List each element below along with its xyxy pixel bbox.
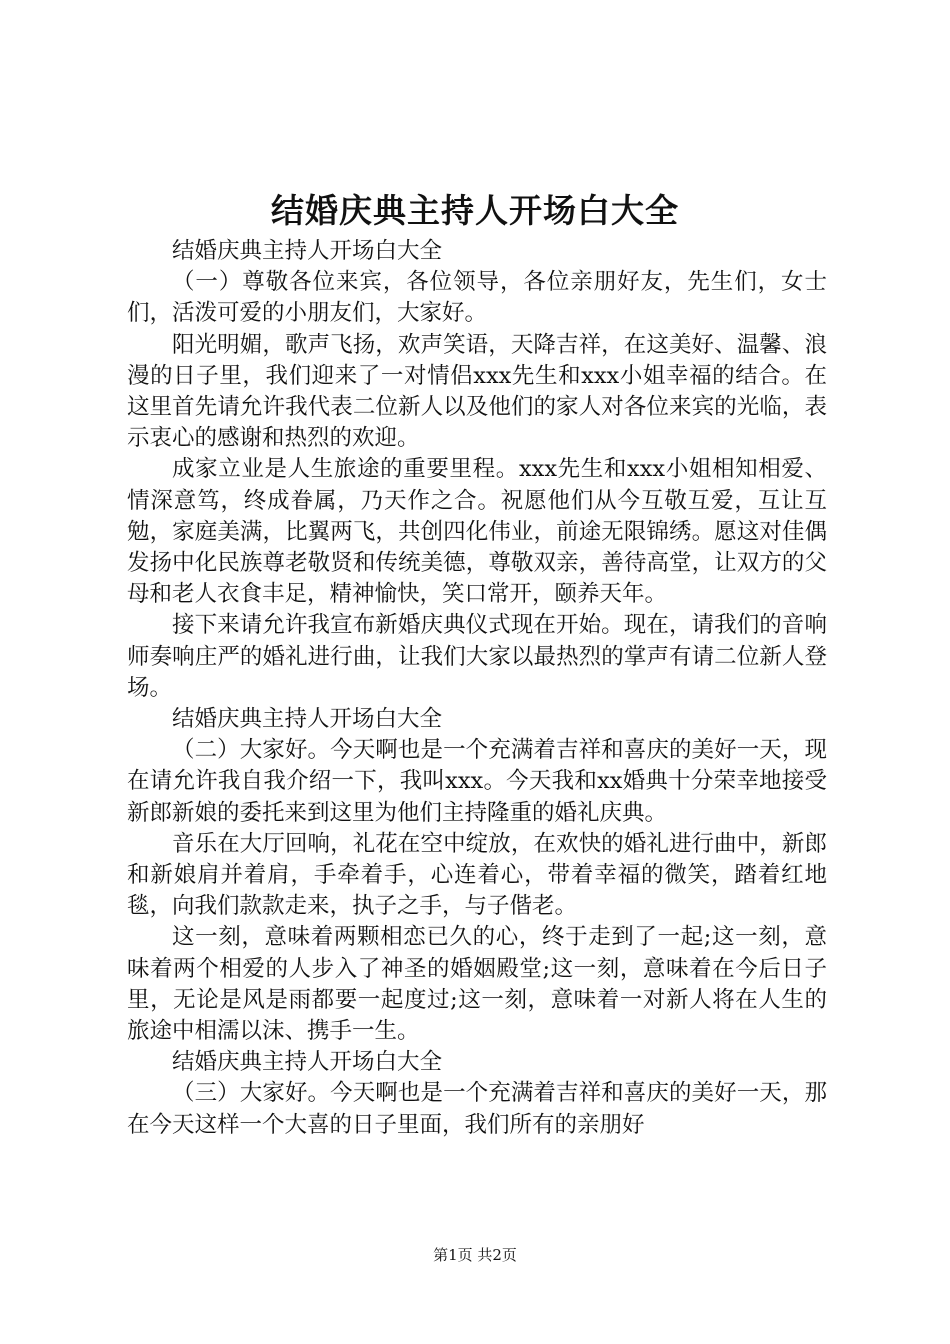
paragraph: 接下来请允许我宣布新婚庆典仪式现在开始。现在，请我们的音响师奏响庄严的婚礼进行曲，让我们大家以最热烈的掌声有请二位新人登场。 xyxy=(127,612,827,701)
paragraph: 结婚庆典主持人开场白大全 xyxy=(172,238,443,264)
paragraph: 这一刻，意味着两颗相恋已久的心，终于走到了一起;这一刻，意味着两个相爱的人步入了神圣的婚姻殿堂;这一刻，意味着在今后日子里，无论是风是雨都要一起度过;这一刻，意味着一对新人将在人生的旅途中相濡以沫、携手一生。 xyxy=(127,924,827,1045)
paragraph: 阳光明媚，歌声飞扬，欢声笑语，天降吉祥，在这美好、温馨、浪漫的日子里，我们迎来了一对情侣xxx先生和xxx小姐幸福的结合。在这里首先请允许我代表二位新人以及他们的家人对各位来宾的光临，表示衷心的感谢和热烈的欢迎。 xyxy=(127,331,827,452)
page-footer: 第1页 共2页 xyxy=(433,1246,517,1264)
document-body xyxy=(127,236,827,1141)
paragraph: 音乐在大厅回响，礼花在空中绽放，在欢快的婚礼进行曲中，新郎和新娘肩并着肩，手牵着手，心连着心，带着幸福的微笑，踏着红地毯，向我们款款走来，执子之手，与子偕老。 xyxy=(127,830,827,920)
paragraph: 成家立业是人生旅途的重要里程。xxx先生和xxx小姐相知相爱、情深意笃，终成眷属，乃天作之合。祝愿他们从今互敬互爱，互让互勉，家庭美满，比翼两飞，共创四化伟业，前途无限锦绣。愿这对佳偶发扬中化民族尊老敬贤和传统美德，尊敬双亲，善待高堂，让双方的父母和老人衣食丰足，精神愉快，笑口常开，颐养天年。 xyxy=(127,456,827,608)
paragraph: 结婚庆典主持人开场白大全 xyxy=(172,1049,443,1076)
paragraph: 结婚庆典主持人开场白大全 xyxy=(172,706,443,733)
paragraph: （三）大家好。今天啊也是一个充满着吉祥和喜庆的美好一天，那在今天这样一个大喜的日子里面，我们所有的亲朋好 xyxy=(127,1080,827,1138)
paragraph: （一）尊敬各位来宾，各位领导，各位亲朋好友，先生们，女士们，活泼可爱的小朋友们，大家好。 xyxy=(127,269,827,327)
document-title: 结婚庆典主持人开场白大全 xyxy=(271,191,679,230)
paragraph: （二）大家好。今天啊也是一个充满着吉祥和喜庆的美好一天，现在请允许我自我介绍一下，我叫xxx。今天我和xx婚典十分荣幸地接受新郎新娘的委托来到这里为他们主持隆重的婚礼庆典。 xyxy=(127,737,827,826)
